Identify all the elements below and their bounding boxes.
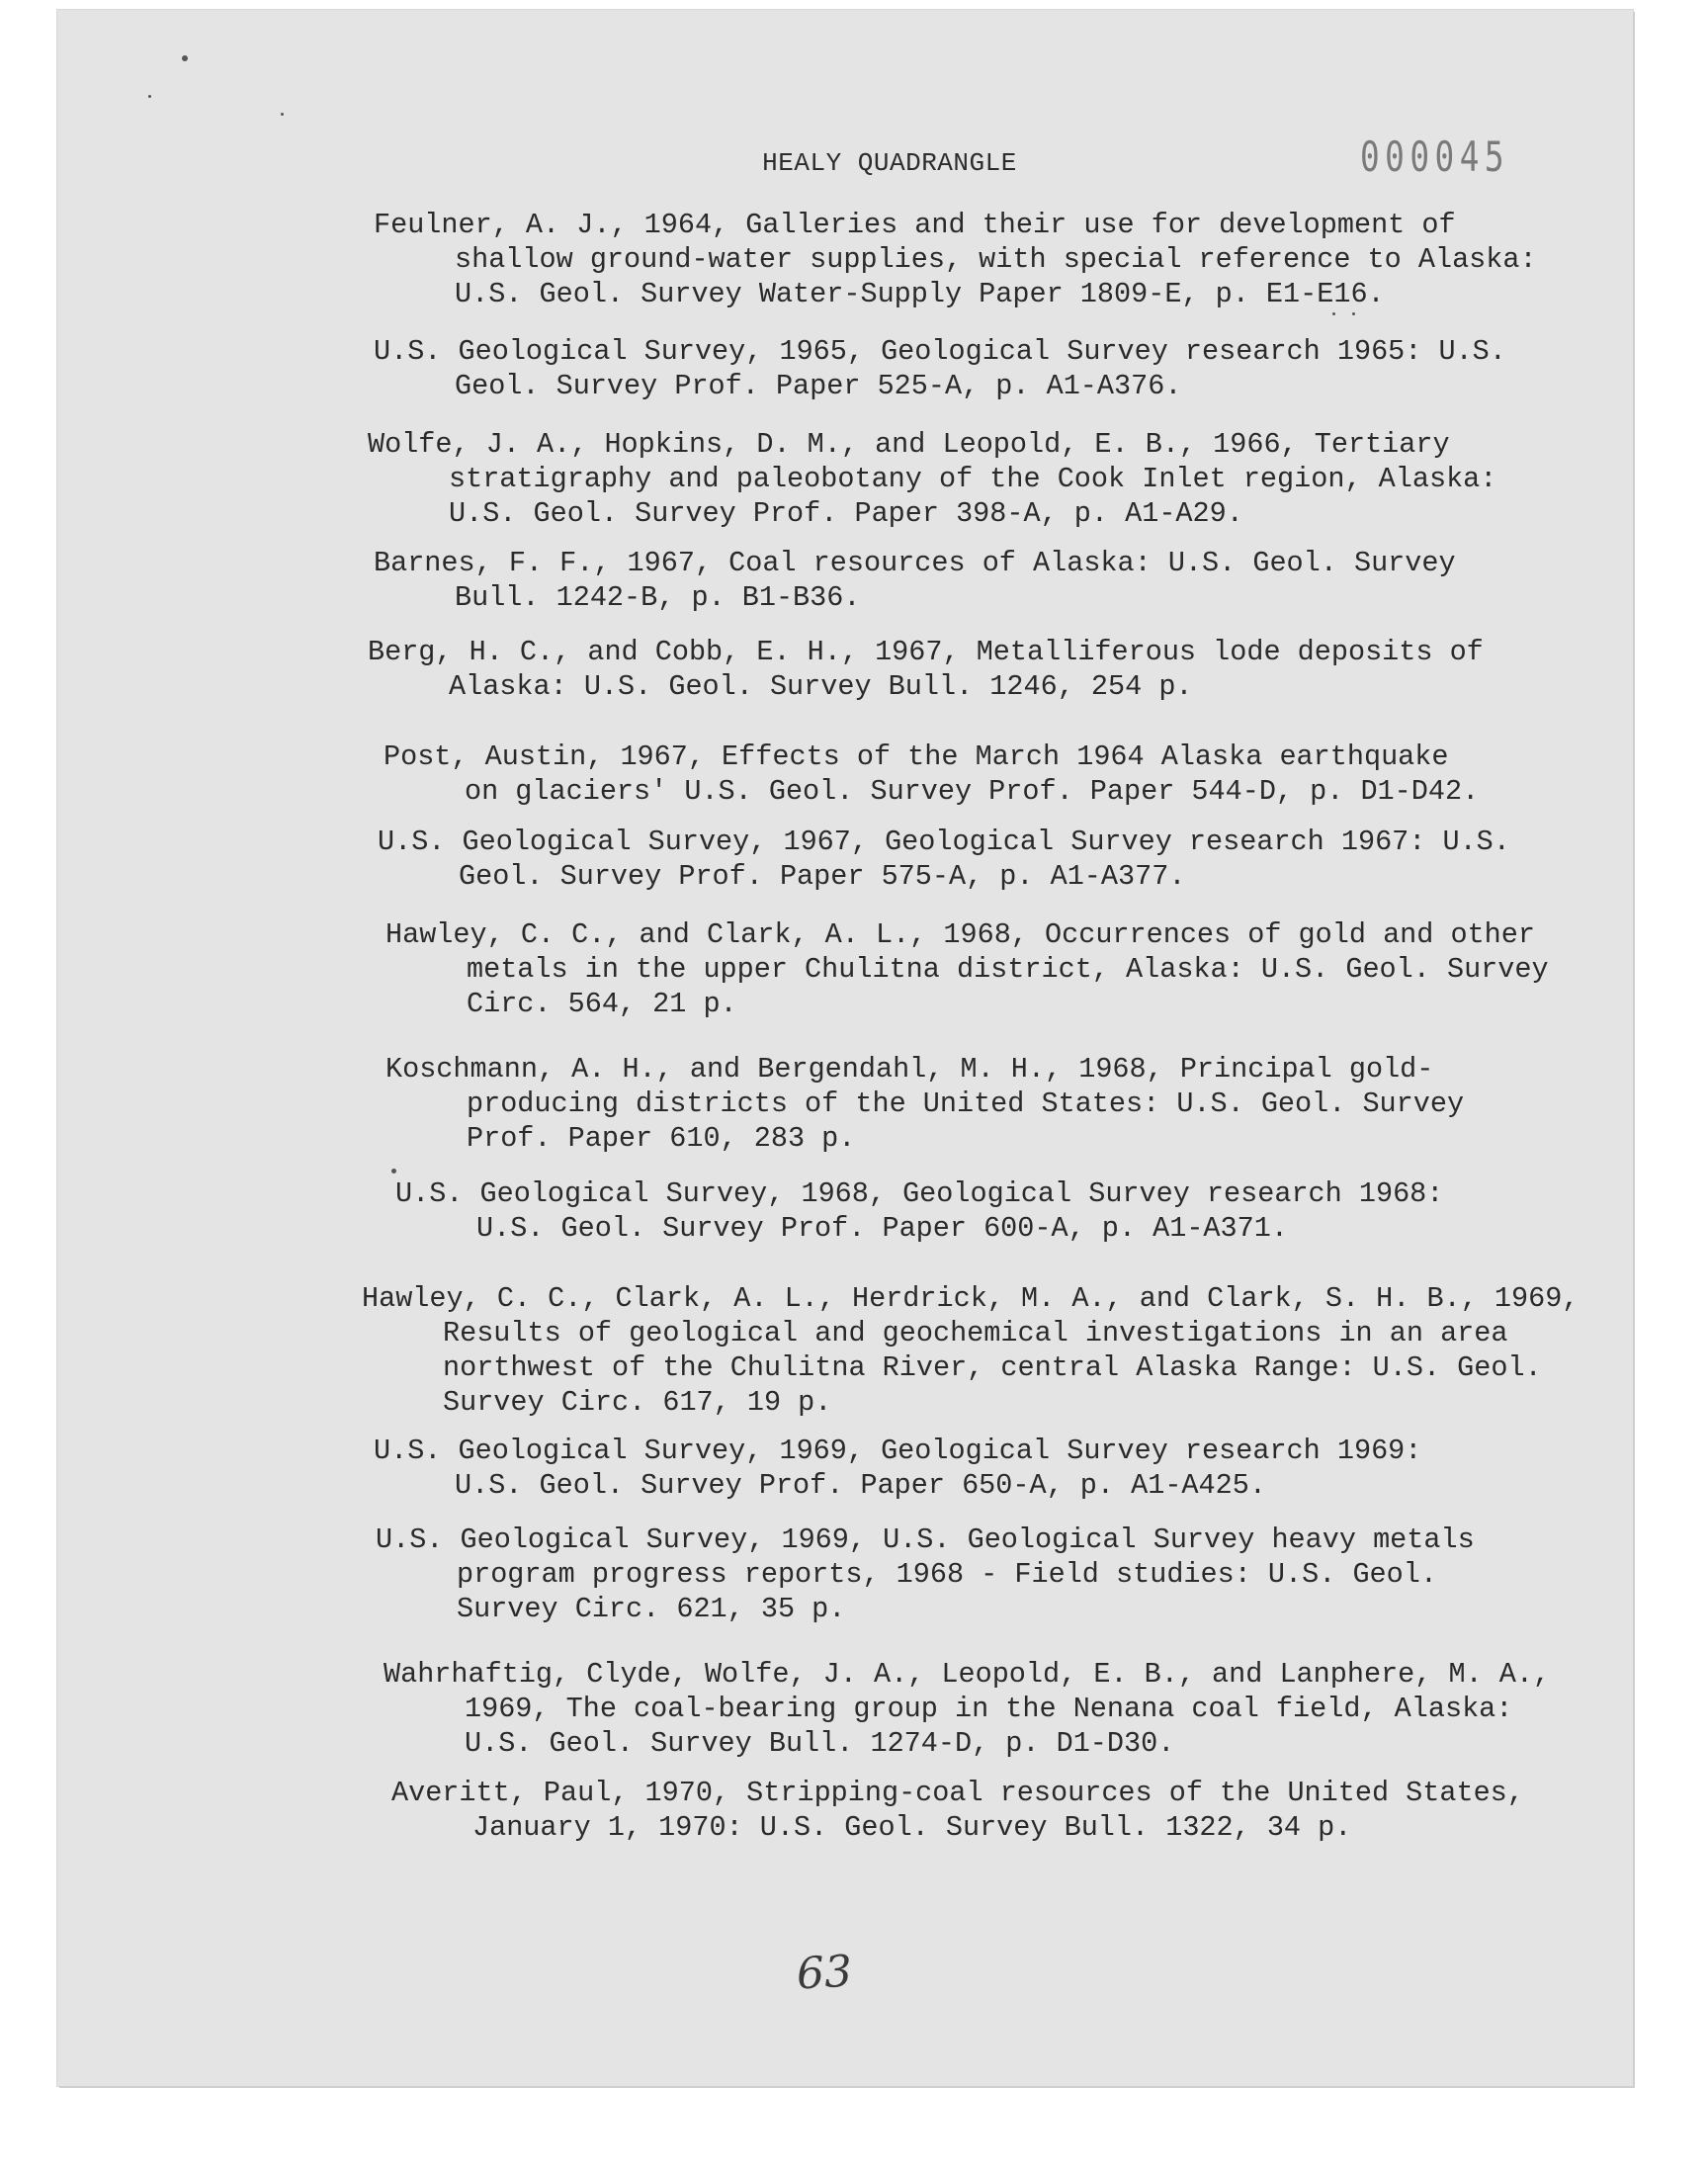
reference-entry [378, 825, 1510, 894]
reference-first-line: Berg, H. C., and Cobb, E. H., 1967, Metalliferous lode deposits of [368, 636, 1484, 668]
reference-line: Geol. Survey Prof. Paper 525-A, p. A1-A376. [455, 370, 1182, 402]
reference-line: producing districts of the United States: U.S. Geol. Survey [467, 1088, 1465, 1120]
scan-speck [148, 95, 151, 98]
handwritten-page-number: 63 [795, 1946, 854, 2000]
reference-line: U.S. Geol. Survey Water-Supply Paper 1809-E, p. E1-E16. [455, 278, 1385, 310]
reference-line: 1969, The coal-bearing group in the Nenana coal field, Alaska: [465, 1693, 1513, 1725]
reference-first-line: U.S. Geological Survey, 1969, Geological Survey research 1969: [374, 1435, 1422, 1467]
reference-line: Survey Circ. 617, 19 p. [443, 1386, 832, 1419]
reference-first-line: Wahrhaftig, Clyde, Wolfe, J. A., Leopold, E. B., and Lanphere, M. A., [384, 1658, 1551, 1691]
reference-entry [376, 1522, 1475, 1626]
reference-line: program progress reports, 1968 - Field studies: U.S. Geol. [457, 1558, 1437, 1591]
reference-line: U.S. Geol. Survey Prof. Paper 600-A, p. A1-A371. [476, 1212, 1288, 1245]
reference-line: Bull. 1242-B, p. B1-B36. [455, 581, 861, 614]
reference-first-line: Post, Austin, 1967, Effects of the March 1964 Alaska earthquake [384, 740, 1449, 773]
reference-entry [374, 334, 1506, 403]
reference-entry [374, 546, 1456, 615]
reference-entry [391, 1776, 1524, 1845]
reference-entry [362, 1281, 1579, 1420]
document-page [57, 10, 1633, 2086]
reference-entry [384, 740, 1479, 809]
reference-line: U.S. Geol. Survey Bull. 1274-D, p. D1-D30. [465, 1727, 1175, 1760]
reference-entry [374, 208, 1537, 311]
reference-entry [395, 1176, 1443, 1246]
scan-speck [1332, 312, 1335, 315]
reference-first-line: Wolfe, J. A., Hopkins, D. M., and Leopold, E. B., 1966, Tertiary [368, 428, 1450, 461]
scan-speck [182, 55, 188, 61]
reference-entry [385, 917, 1549, 1021]
reference-entry [384, 1657, 1550, 1761]
reference-first-line: U.S. Geological Survey, 1968, Geological Survey research 1968: [395, 1177, 1444, 1210]
reference-first-line: Hawley, C. C., Clark, A. L., Herdrick, M. A., and Clark, S. H. B., 1969, [362, 1282, 1580, 1315]
reference-line: Results of geological and geochemical investigations in an area [443, 1317, 1508, 1349]
reference-first-line: Hawley, C. C., and Clark, A. L., 1968, Occurrences of gold and other [385, 918, 1535, 951]
reference-entry [374, 1434, 1421, 1503]
scan-speck [1352, 312, 1355, 315]
reference-first-line: Koschmann, A. H., and Bergendahl, M. H., 1968, Principal gold- [385, 1053, 1434, 1086]
reference-first-line: Barnes, F. F., 1967, Coal resources of Alaska: U.S. Geol. Survey [374, 547, 1456, 579]
reference-line: shallow ground-water supplies, with special reference to Alaska: [455, 243, 1537, 276]
reference-line: Prof. Paper 610, 283 p. [467, 1122, 856, 1155]
page-title: HEALY QUADRANGLE [762, 148, 1017, 178]
reference-first-line: U.S. Geological Survey, 1969, U.S. Geological Survey heavy metals [376, 1523, 1475, 1556]
reference-line: Geol. Survey Prof. Paper 575-A, p. A1-A377. [459, 860, 1186, 893]
reference-line: January 1, 1970: U.S. Geol. Survey Bull. 1322, 34 p. [472, 1811, 1352, 1844]
reference-first-line: Averitt, Paul, 1970, Stripping-coal resources of the United States, [391, 1777, 1524, 1809]
reference-line: metals in the upper Chulitna district, Alaska: U.S. Geol. Survey [467, 953, 1549, 986]
scan-speck [391, 1169, 396, 1174]
scan-speck [281, 113, 284, 116]
reference-line: stratigraphy and paleobotany of the Cook Inlet region, Alaska: [449, 463, 1497, 495]
reference-line: on glaciers' U.S. Geol. Survey Prof. Paper 544-D, p. D1-D42. [465, 775, 1480, 808]
reference-line: U.S. Geol. Survey Prof. Paper 650-A, p. A1-A425. [455, 1469, 1266, 1502]
reference-line: Alaska: U.S. Geol. Survey Bull. 1246, 254 p. [449, 670, 1193, 703]
page-id-stamp: 000045 [1360, 132, 1510, 181]
reference-line: U.S. Geol. Survey Prof. Paper 398-A, p. A1-A29. [449, 497, 1243, 530]
reference-entry [368, 427, 1496, 531]
reference-line: Survey Circ. 621, 35 p. [457, 1593, 846, 1625]
reference-first-line: U.S. Geological Survey, 1967, Geological Survey research 1967: U.S. [378, 826, 1510, 858]
reference-entry [385, 1052, 1464, 1156]
reference-first-line: U.S. Geological Survey, 1965, Geological Survey research 1965: U.S. [374, 335, 1506, 368]
reference-first-line: Feulner, A. J., 1964, Galleries and their use for development of [374, 209, 1456, 241]
reference-line: northwest of the Chulitna River, central Alaska Range: U.S. Geol. [443, 1351, 1542, 1384]
reference-line: Circ. 564, 21 p. [467, 988, 737, 1020]
reference-entry [368, 635, 1484, 704]
